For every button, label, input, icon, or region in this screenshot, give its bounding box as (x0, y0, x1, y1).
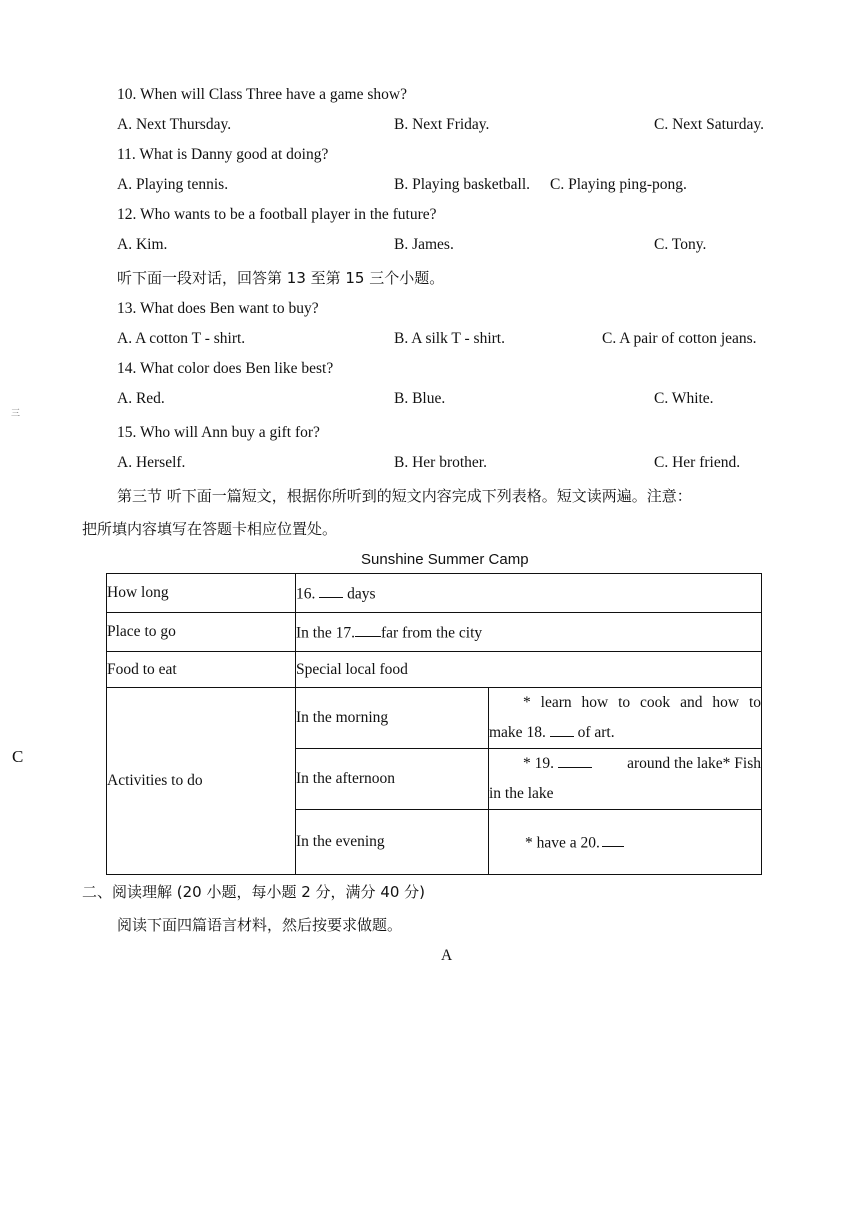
q12-option-b: B. James. (394, 236, 454, 253)
q11-option-c: C. Playing ping-pong. (550, 176, 687, 193)
place-value (296, 613, 762, 652)
q13-option-a: A. A cotton T - shirt. (117, 330, 246, 347)
table-row (107, 574, 762, 613)
table-title: Sunshine Summer Camp (361, 551, 529, 568)
evening-text: * have a 20. (525, 834, 600, 852)
table-row (107, 652, 762, 688)
q10-option-b: B. Next Friday. (394, 116, 490, 133)
q15-option-c: C. Her friend. (654, 454, 741, 471)
morning-activity (489, 688, 762, 749)
q11-option-a: A. Playing tennis. (117, 176, 229, 193)
answer-blank-20 (602, 832, 624, 848)
dialogue-instruction: 听下面一段对话，回答第 13 至第 15 三个小题。 (117, 269, 445, 287)
afternoon-text-line2: in the lake (489, 785, 554, 802)
place-prefix: In the 17. (296, 624, 355, 642)
afternoon-text-prefix: * 19. (523, 755, 554, 772)
q10-option-a: A. Next Thursday. (117, 116, 232, 133)
q14-option-a: A. Red. (117, 390, 165, 407)
afternoon-label: In the afternoon (296, 749, 489, 810)
table-row (107, 613, 762, 652)
how-long-prefix: 16. (296, 585, 316, 603)
food-label: Food to eat (107, 652, 296, 688)
q13-option-c: C. A pair of cotton jeans. (602, 330, 757, 347)
table-row (107, 688, 762, 749)
answer-blank-16 (319, 583, 343, 599)
passage-letter: A (441, 947, 453, 964)
summer-camp-table (106, 573, 762, 875)
evening-label: In the evening (296, 810, 489, 875)
food-value: Special local food (296, 652, 762, 688)
q12-option-a: A. Kim. (117, 236, 168, 253)
reading-heading: 二、阅读理解 (20 小题，每小题 2 分，满分 40 分) (82, 883, 426, 901)
question-12: 12. Who wants to be a football player in the future? (117, 206, 437, 223)
q15-option-b: B. Her brother. (394, 454, 487, 471)
place-label: Place to go (107, 613, 296, 652)
morning-text-line1: * learn how to cook and how to (523, 694, 762, 711)
margin-mark: 三 (11, 409, 21, 419)
how-long-value (296, 574, 762, 613)
q10-option-c: C. Next Saturday. (654, 116, 765, 133)
question-13: 13. What does Ben want to buy? (117, 300, 319, 317)
answer-blank-17 (355, 622, 381, 638)
reading-instruction: 阅读下面四篇语言材料，然后按要求做题。 (117, 916, 403, 934)
section3-instruction-line2: 把所填内容填写在答题卡相应位置处。 (82, 520, 338, 538)
q12-option-c: C. Tony. (654, 236, 707, 253)
place-suffix: far from the city (380, 624, 483, 642)
q11-option-b: B. Playing basketball. (394, 176, 531, 193)
question-15: 15. Who will Ann buy a gift for? (117, 424, 320, 441)
answer-blank-18 (550, 721, 574, 737)
activities-label: Activities to do (107, 688, 296, 875)
morning-label: In the morning (296, 688, 489, 749)
question-11: 11. What is Danny good at doing? (117, 146, 329, 163)
q13-option-b: B. A silk T - shirt. (394, 330, 505, 347)
morning-text-prefix: make 18. (489, 724, 546, 741)
question-10: 10. When will Class Three have a game show? (117, 86, 407, 103)
evening-activity (489, 810, 762, 875)
how-long-label: How long (107, 574, 296, 613)
margin-letter: C (12, 747, 24, 766)
section3-instruction-line1: 第三节 听下面一篇短文，根据你所听到的短文内容完成下列表格。短文读两遍。注意： (117, 487, 692, 505)
how-long-suffix: days (347, 585, 376, 603)
q15-option-a: A. Herself. (117, 454, 186, 471)
answer-blank-19 (558, 752, 592, 768)
afternoon-text-suffix: around the lake* Fish (627, 755, 762, 772)
q14-option-b: B. Blue. (394, 390, 446, 407)
afternoon-activity (489, 749, 762, 810)
question-14: 14. What color does Ben like best? (117, 360, 334, 377)
q14-option-c: C. White. (654, 390, 714, 407)
morning-text-suffix: of art. (577, 724, 615, 741)
